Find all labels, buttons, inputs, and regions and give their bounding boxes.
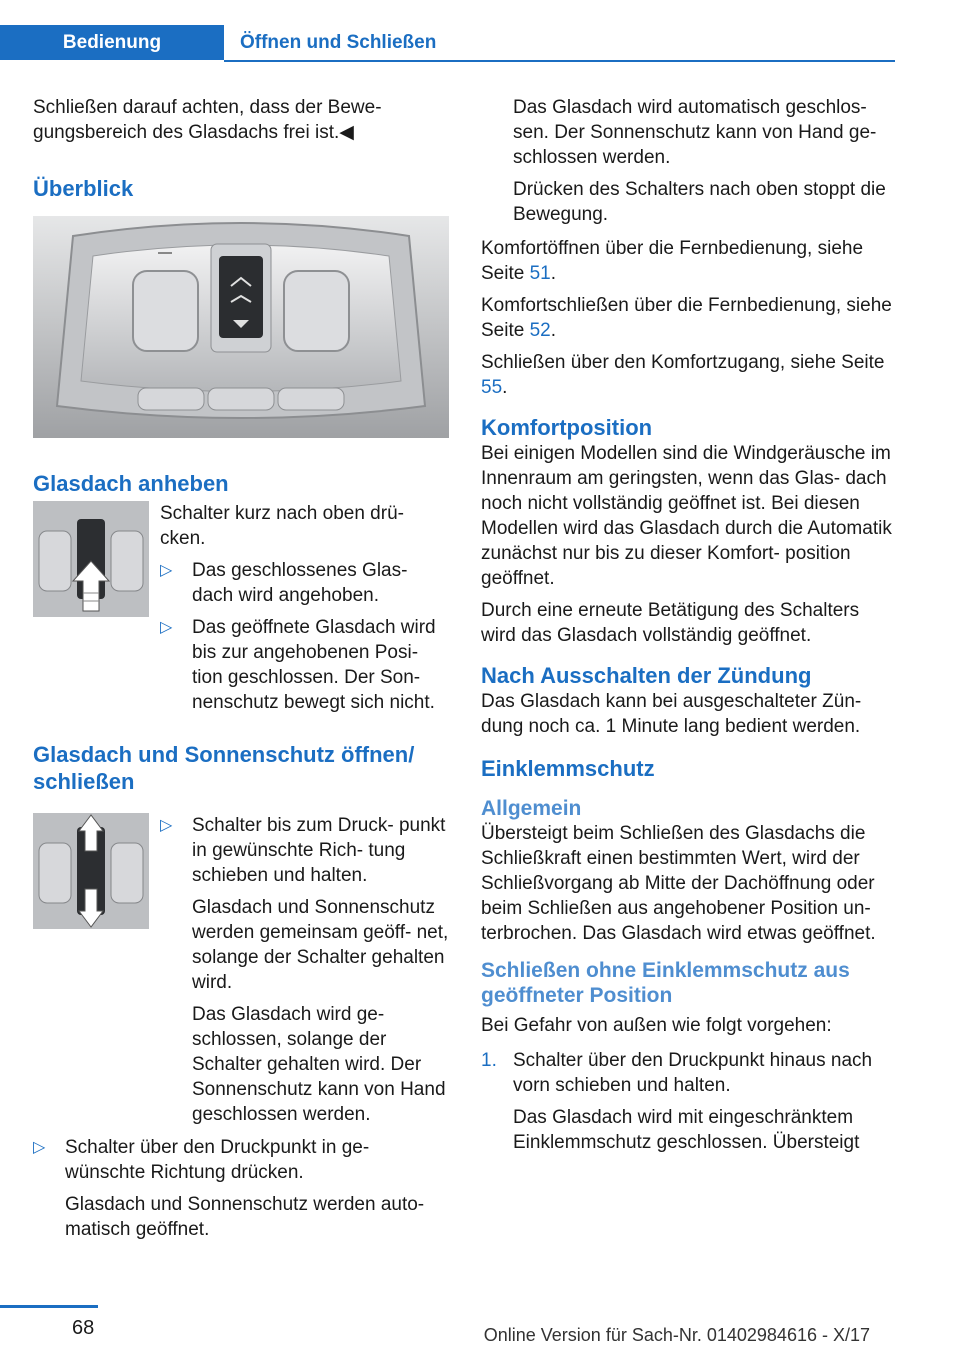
- nopinch-heading: Schließen ohne Einklemmschutz aus geöffneter Position: [481, 959, 850, 1007]
- raise-switch-figure: [33, 501, 149, 617]
- overview-figure: [33, 216, 449, 438]
- pinch-heading: Einklemmschutz: [481, 756, 655, 781]
- raise-heading: Glasdach anheben: [33, 471, 229, 496]
- switch-up-image: [33, 501, 149, 617]
- chapter-tab-bedienung[interactable]: Bedienung: [0, 25, 224, 60]
- step-number: 1.: [481, 1050, 497, 1071]
- left-column: [33, 95, 449, 1242]
- switch-up-down-image: [33, 813, 149, 929]
- page-link-55[interactable]: 55: [481, 377, 503, 398]
- nopinch-text: Bei Gefahr von außen wie folgt vorgehen:: [481, 1015, 832, 1036]
- intro-text: Schließen darauf achten, dass der Bewe‐ gungsbereich des Glasdachs frei ist.◀: [33, 97, 382, 143]
- ignition-text: Das Glasdach kann bei ausgeschalteter Zün‐ dung noch ca. 1 Minute lang bedient werden.: [481, 691, 862, 737]
- raise-bullet-2: Das geöffnete Glasdach wird bis zur angehobenen Posi‐ tion geschlossen. Der Son‐ nenschutz bewegt sich nicht.: [192, 617, 436, 713]
- chapter-header: [0, 25, 895, 62]
- raise-instruction: Schalter kurz nach oben drü‐ cken.: [160, 503, 404, 549]
- bullet-triangle-icon: ▷: [160, 562, 173, 579]
- open-bullet-1-detail: Glasdach und Sonnenschutz werden gemeinsam geöff‐ net, solange der Schalter gehalten wird.: [192, 897, 449, 993]
- open-switch-figure: [33, 813, 149, 929]
- open-bullet-1: Schalter bis zum Druck‐ punkt in gewünschte Rich‐ tung schieben und halten.: [192, 815, 446, 886]
- footer-rule: [0, 1305, 98, 1308]
- general-text: Übersteigt beim Schließen des Glasdachs die Schließkraft einen bestimmten Wert, wird der Schließvorgang ab Mitte der Dachöffnung oder beim Schließen aus angehobener Position un‐ terbrochen. Das Glasdach wird etwas geöffnet.: [481, 823, 876, 944]
- komfort-heading: Komfortposition: [481, 415, 653, 440]
- stop-text: Drücken des Schalters nach oben stoppt die Bewegung.: [513, 179, 886, 225]
- footer-note: Online Version für Sach-Nr. 01402984616 - X/17: [483, 1325, 870, 1345]
- page-number: 68: [72, 1317, 95, 1339]
- overview-heading: Überblick: [33, 176, 134, 201]
- general-heading: Allgemein: [481, 797, 582, 820]
- open-bullet-1-detail-2: Das Glasdach wird ge‐ schlossen, solange der Schalter gehalten wird. Der Sonnenschutz kann von Hand geschlossen werden.: [192, 1004, 446, 1125]
- step-1-text: Schalter über den Druckpunkt hinaus nach vorn schieben und halten.: [513, 1050, 873, 1096]
- auto-close-text: Das Glasdach wird automatisch geschlos‐ sen. Der Sonnenschutz kann von Hand ge‐ schlossen werden.: [513, 97, 877, 168]
- bullet-triangle-icon: ▷: [160, 817, 173, 834]
- comfort-close-text: Komfortschließen über die Fernbedienung, siehe Seite 52.: [481, 295, 892, 341]
- komfort-text-2: Durch eine erneute Betätigung des Schalters wird das Glasdach vollständig geöffnet.: [481, 600, 860, 646]
- roof-console-image: [33, 216, 449, 438]
- page-link-51[interactable]: 51: [529, 263, 551, 284]
- page-link-52[interactable]: 52: [529, 320, 551, 341]
- header-rule: [224, 60, 895, 62]
- open-bullet-2-detail: Glasdach und Sonnenschutz werden auto‐ matisch geöffnet.: [65, 1194, 425, 1240]
- step-1-detail: Das Glasdach wird mit eingeschränktem Einklemmschutz geschlossen. Übersteigt: [513, 1107, 860, 1153]
- section-tab-oeffnen-schliessen[interactable]: Öffnen und Schließen: [240, 31, 437, 53]
- right-column: [481, 95, 897, 1155]
- comfort-open-text: Komfortöffnen über die Fernbedienung, siehe Seite 51.: [481, 238, 864, 284]
- open-bullet-2: Schalter über den Druckpunkt in ge‐ wünschte Richtung drücken.: [65, 1137, 370, 1183]
- open-close-heading: Glasdach und Sonnenschutz öffnen/ schließen: [33, 742, 415, 794]
- ignition-heading: Nach Ausschalten der Zündung: [481, 663, 812, 688]
- bullet-triangle-icon: ▷: [33, 1139, 46, 1156]
- komfort-text: Bei einigen Modellen sind die Windgeräusche im Innenraum am geringsten, wenn das Glas‐ dach noch nicht vollständig geöffnet ist. Bei diesen Modellen wird das Glasdach durch die Automatik zunächst nur bis zu dieser Komfort‐ position geöffnet.: [481, 443, 892, 589]
- comfort-access-text: Schließen über den Komfortzugang, siehe Seite 55.: [481, 352, 885, 398]
- raise-bullet-1: Das geschlossenes Glas‐ dach wird angehoben.: [192, 560, 408, 606]
- bullet-triangle-icon: ▷: [160, 619, 173, 636]
